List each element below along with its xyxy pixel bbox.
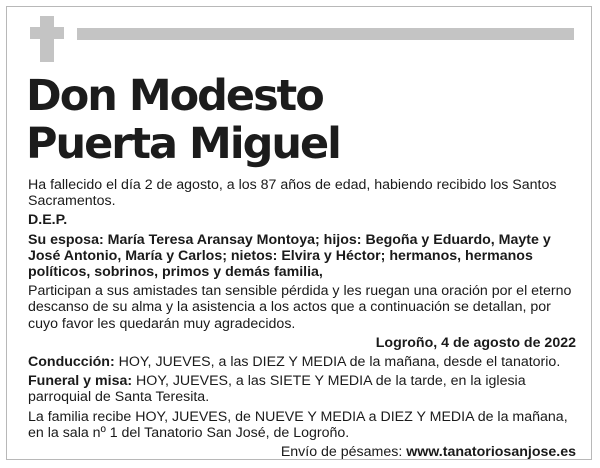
header-rule bbox=[77, 28, 574, 40]
funeral-text: HOY, JUEVES, a las SIETE Y MEDIA de la tarde, en la iglesia parroquial de Santa Teresita. bbox=[28, 373, 526, 406]
cross-icon bbox=[40, 16, 54, 62]
name-line-2: Puerta Miguel bbox=[26, 119, 340, 169]
conduccion-label: Conducción: bbox=[28, 354, 115, 371]
intro-text: Ha fallecido el día 2 de agosto, a los 87 años de edad, habiendo recibido los Santos Sacramentos. bbox=[28, 177, 557, 210]
conduccion-text: HOY, JUEVES, a las DIEZ Y MEDIA de la mañana, desde el tanatorio. bbox=[114, 354, 561, 371]
announcement-text: Participan a sus amistades tan sensible pérdida y les ruegan una oración por el eterno descanso de su alma y la asistencia a los actos que a continuación se detallan, por cuyo favor les quedarán muy agradecidos. bbox=[28, 283, 572, 332]
name-line-1: Don Modesto bbox=[26, 71, 323, 121]
condolences-label: Envío de pésames: bbox=[280, 444, 407, 461]
funeral-line bbox=[28, 373, 576, 405]
reception-text: La familia recibe HOY, JUEVES, de NUEVE Y MEDIA a DIEZ Y MEDIA de la mañana, en la sala nº 1 del Tanatorio San José, de Logroño. bbox=[28, 408, 568, 441]
conduccion-line bbox=[28, 354, 576, 370]
dep-text: D.E.P. bbox=[28, 212, 68, 229]
place-date: Logroño, 4 de agosto de 2022 bbox=[375, 334, 576, 351]
family-text: Su esposa: María Teresa Aransay Montoya; hijos: Begoña y Eduardo, Mayte y José Antonio, María y Carlos; nietos: Elvira y Héctor; hermanos, hermanos políticos, sobrinos, primos y demás familia, bbox=[28, 231, 551, 281]
deceased-name bbox=[26, 72, 340, 168]
obituary-body bbox=[28, 177, 576, 460]
cross-icon-bar bbox=[30, 27, 64, 39]
funeral-label: Funeral y misa: bbox=[28, 373, 133, 390]
condolences-line bbox=[28, 444, 576, 460]
website-link[interactable]: www.tanatoriosanjose.es bbox=[406, 444, 576, 461]
